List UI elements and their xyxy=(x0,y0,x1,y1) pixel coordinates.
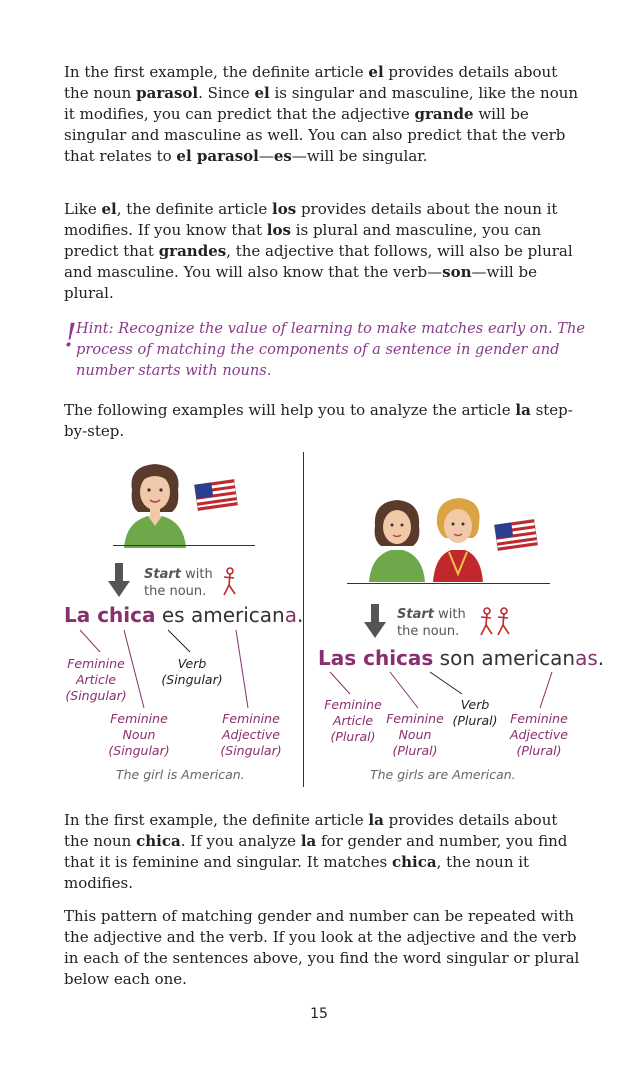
start-line2: the noun. xyxy=(144,584,207,599)
text-run: . xyxy=(597,646,605,670)
text-run: . xyxy=(296,603,304,627)
bold-term: es xyxy=(273,147,292,165)
text-run: Las chicas xyxy=(318,646,434,670)
paragraph-5 xyxy=(64,906,584,990)
text-run: es american xyxy=(155,603,285,627)
text-run: for gender and number, you find that it is feminine and singular. It matches xyxy=(64,832,568,871)
text-run: —will be plural. xyxy=(64,263,537,302)
bold-term: chica xyxy=(136,832,181,850)
bold-term: grande xyxy=(414,105,474,123)
bold-term: el xyxy=(101,200,117,218)
text-run: provides details about the noun xyxy=(64,63,558,102)
text-run: step-by-step. xyxy=(64,401,573,440)
text-run: This pattern of matching gender and number can be repeated with the adjective and the verb. If you look at the adjective and the verb in each of the sentences above, you find the word singular or plural below each one. xyxy=(64,907,580,988)
start-rest: with xyxy=(180,567,213,582)
bold-term: el xyxy=(254,84,270,102)
right-translation: The girls are American. xyxy=(370,767,516,782)
text-run: is plural and masculine, you can predict that xyxy=(64,221,542,260)
right-label-noun: Feminine Noun (Plural) xyxy=(386,711,444,758)
left-label-adjective: Feminine Adjective (Singular) xyxy=(220,711,282,758)
text-run: provides details about the noun xyxy=(64,811,558,850)
left-label-verb: Verb (Singular) xyxy=(161,656,223,687)
text-run: son american xyxy=(433,646,576,670)
exclamation-icon: ! xyxy=(64,316,77,354)
text-run: . If you analyze xyxy=(180,832,301,850)
text-run: Like xyxy=(64,200,102,218)
text-run: The following examples will help you to analyze the article xyxy=(64,401,516,419)
right-label-article: Feminine Article (Plural) xyxy=(324,697,382,744)
text-run: will be singular and masculine as well. You can also predict that the verb that relates to xyxy=(64,105,566,165)
start-rest: with xyxy=(433,607,466,622)
bold-term: chica xyxy=(392,853,437,871)
text-run: a xyxy=(284,603,297,627)
bold-term: grandes xyxy=(158,242,227,260)
paragraph-4 xyxy=(64,810,584,894)
left-label-article: Feminine Article (Singular) xyxy=(65,656,127,703)
right-label-adjective: Feminine Adjective (Plural) xyxy=(510,711,568,758)
right-label-verb: Verb (Plural) xyxy=(452,697,498,728)
hint-text: Hint: Recognize the value of learning to make matches early on. The process of matching the components of a sentence in gender and number starts with nouns. xyxy=(76,320,586,379)
start-line2: the noun. xyxy=(397,624,460,639)
bold-term: parasol xyxy=(136,84,199,102)
bold-term: el parasol xyxy=(176,147,259,165)
text-run: . Since xyxy=(198,84,255,102)
bold-term: los xyxy=(266,221,291,239)
text-run: —will be singular. xyxy=(291,147,428,165)
text-run: is singular and masculine, like the noun it modifies, you can predict that the adjective xyxy=(64,84,579,123)
start-bold: Start xyxy=(397,607,434,622)
text-run: , the adjective that follows, will also be plural and masculine. You will also know that the verb— xyxy=(64,242,573,281)
bold-term: la xyxy=(515,401,531,419)
text-run: as xyxy=(575,646,598,670)
bold-term: la xyxy=(368,811,384,829)
bold-term: el xyxy=(368,63,384,81)
bold-term: la xyxy=(300,832,317,850)
text-run: La chica xyxy=(64,603,156,627)
left-label-noun: Feminine Noun (Singular) xyxy=(108,711,170,758)
text-run: provides details about the noun it modifies. If you know that xyxy=(64,200,558,239)
text-run: In the first example, the definite article xyxy=(64,63,369,81)
page-number: 15 xyxy=(310,1006,328,1022)
text-run: , the definite article xyxy=(116,200,273,218)
left-translation: The girl is American. xyxy=(116,767,245,782)
text-run: , the noun it modifies. xyxy=(64,853,530,892)
start-bold: Start xyxy=(144,567,181,582)
bold-term: son xyxy=(442,263,472,281)
text-run: — xyxy=(258,147,274,165)
text-run: In the first example, the definite article xyxy=(64,811,369,829)
bold-term: los xyxy=(272,200,297,218)
